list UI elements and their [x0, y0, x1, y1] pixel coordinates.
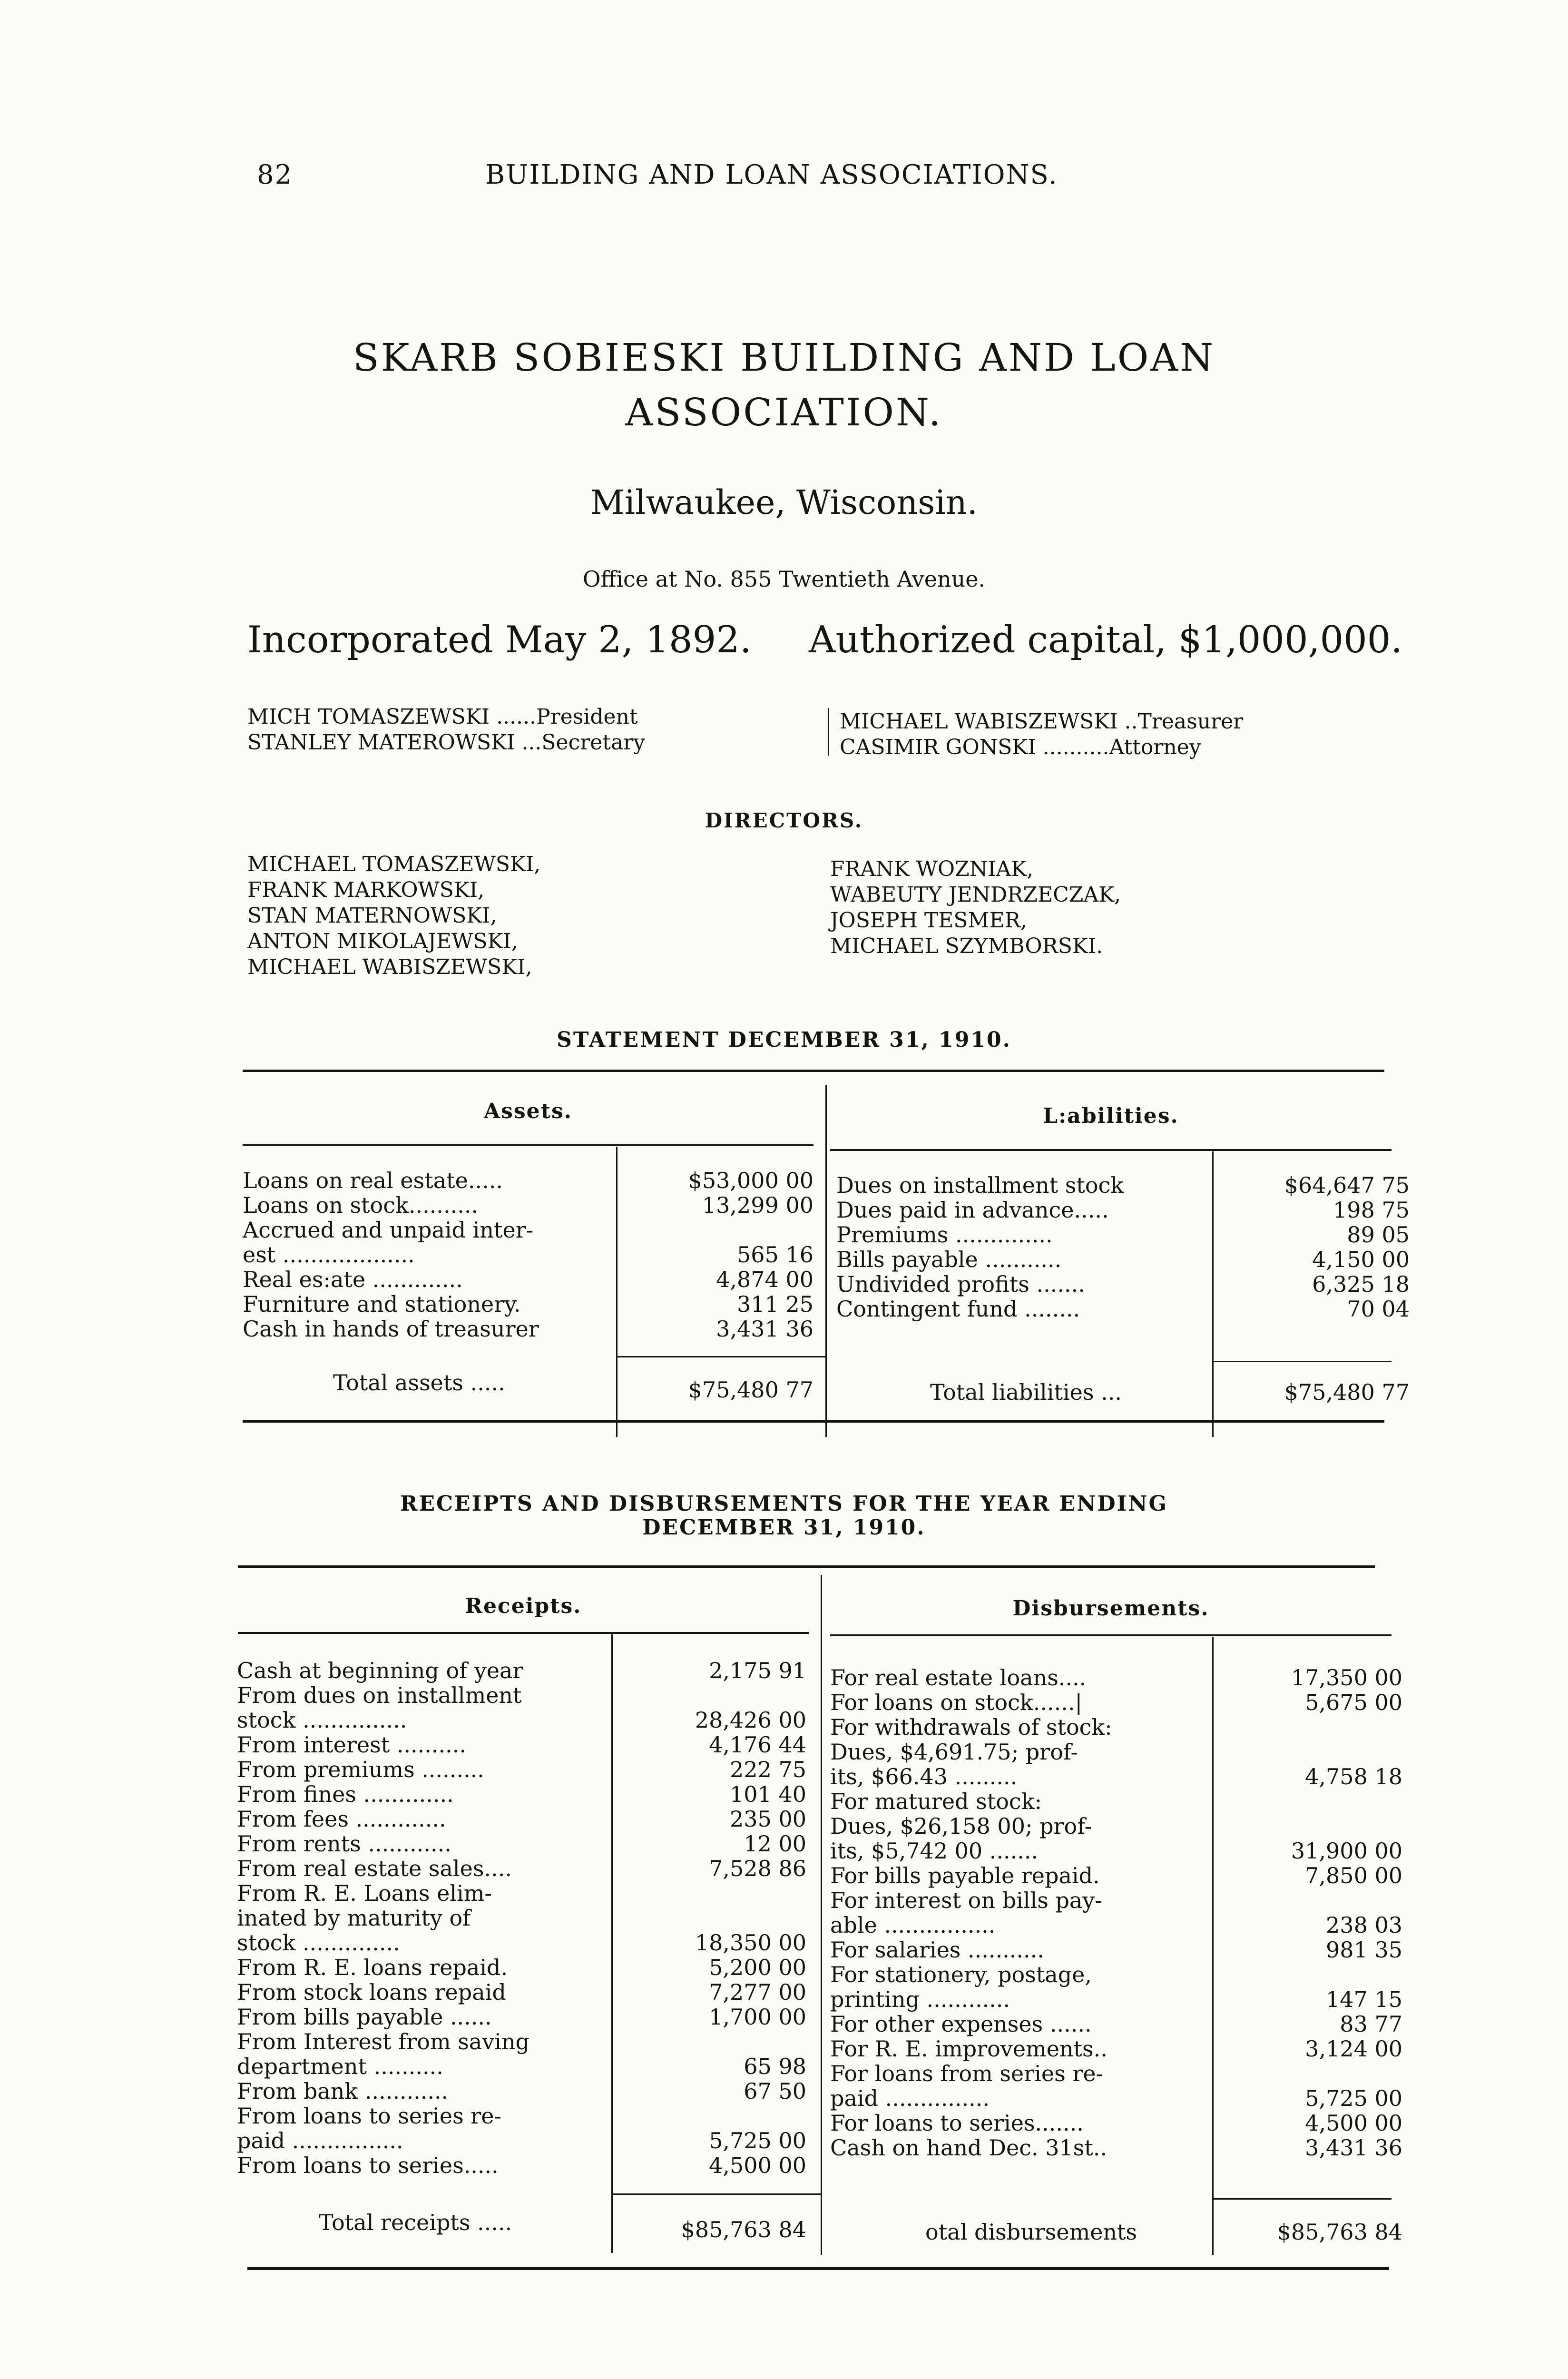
- receipt-row-label: From premiums .........: [237, 1757, 484, 1782]
- director-left-4: ANTON MIKOLAJEWSKI,: [247, 929, 518, 954]
- asset-row-label: Cash in hands of treasurer: [243, 1316, 539, 1342]
- asset-row-label: Furniture and stationery.: [243, 1291, 521, 1317]
- disbursement-row-amount: 83 77: [1340, 2011, 1402, 2037]
- total-disbursements-amount: $85,763 84: [1277, 2219, 1402, 2245]
- officer-secretary: STANLEY MATEROWSKI ...Secretary: [247, 730, 646, 755]
- liability-row-label: Premiums ..............: [836, 1222, 1053, 1248]
- disbursement-row-label: For salaries ...........: [830, 1937, 1044, 1963]
- receipt-row-label: From fines .............: [237, 1781, 454, 1807]
- liability-row-label: Contingent fund ........: [836, 1296, 1080, 1322]
- page-number: 82: [257, 159, 293, 190]
- location: Milwaukee, Wisconsin.: [590, 483, 978, 522]
- officers-divider: [828, 708, 829, 756]
- receipt-row-label: From R. E. loans repaid.: [237, 1955, 508, 1980]
- disbursements-col-heading: Disbursements.: [1012, 1596, 1209, 1621]
- receipt-row-label: paid ................: [237, 2128, 403, 2153]
- disbursement-row-amount: 5,725 00: [1305, 2085, 1402, 2111]
- receipt-row-label: From interest ..........: [237, 1732, 467, 1758]
- disbursement-row-amount: 3,431 36: [1305, 2135, 1402, 2161]
- director-right-1: FRANK WOZNIAK,: [830, 857, 1034, 881]
- receipt-row-amount: 4,500 00: [709, 2153, 806, 2178]
- receipt-row-amount: 12 00: [744, 1831, 806, 1857]
- total-liabilities-amount: $75,480 77: [1284, 1379, 1410, 1405]
- receipt-row-label: From bank ............: [237, 2078, 449, 2104]
- asset-row-label: Loans on real estate.....: [243, 1168, 503, 1193]
- running-title: BUILDING AND LOAN ASSOCIATIONS.: [485, 159, 1058, 190]
- receipt-row-label: department ..........: [237, 2054, 443, 2079]
- receipt-row-label: stock ..............: [237, 1930, 400, 1956]
- receipts-center-rule: [821, 1575, 822, 2255]
- authorized-capital: Authorized capital, $1,000,000.: [809, 619, 1403, 661]
- receipt-row-amount: 222 75: [730, 1757, 806, 1782]
- disbursements-header-rule: [830, 1634, 1392, 1636]
- liability-row-label: Dues on installment stock: [836, 1172, 1124, 1198]
- receipt-row-label: From Interest from saving: [237, 2029, 530, 2055]
- disbursement-row-amount: 147 15: [1326, 1986, 1402, 2012]
- asset-row-label: est ...................: [243, 1242, 415, 1268]
- statement-top-rule: [243, 1070, 1384, 1072]
- liabilities-header-rule: [830, 1149, 1392, 1151]
- receipts-bottom-rule: [247, 2267, 1389, 2270]
- receipt-row-amount: 101 40: [730, 1781, 806, 1807]
- disbursement-row-amount: 4,758 18: [1305, 1764, 1402, 1789]
- receipt-row-label: inated by maturity of: [237, 1905, 471, 1931]
- receipt-row-amount: 2,175 91: [709, 1658, 806, 1683]
- receipt-row-amount: 65 98: [744, 2054, 806, 2079]
- receipt-row-label: From dues on installment: [237, 1682, 522, 1708]
- receipt-row-label: stock ...............: [237, 1707, 407, 1733]
- asset-row-label: Loans on stock..........: [243, 1192, 479, 1218]
- asset-row-label: Real es:ate .............: [243, 1267, 463, 1292]
- asset-row-amount: 565 16: [737, 1242, 813, 1268]
- disbursement-row-label: its, $66.43 .........: [830, 1764, 1018, 1789]
- officer-attorney: CASIMIR GONSKI ..........Attorney: [840, 735, 1201, 759]
- incorporated-date: Incorporated May 2, 1892.: [247, 619, 752, 661]
- disbursement-row-label: For withdrawals of stock:: [830, 1714, 1112, 1740]
- total-liabilities-label: Total liabilities ...: [930, 1379, 1122, 1405]
- disbursement-row-label: able ................: [830, 1912, 996, 1938]
- receipts-col-heading: Receipts.: [465, 1594, 582, 1618]
- asset-row-amount: $53,000 00: [688, 1168, 813, 1193]
- asset-row-amount: 4,874 00: [716, 1267, 813, 1292]
- officer-treasurer: MICHAEL WABISZEWSKI ..Treasurer: [840, 709, 1244, 734]
- assets-heading: Assets.: [483, 1099, 573, 1123]
- receipt-row-amount: 18,350 00: [695, 1930, 806, 1956]
- receipt-row-label: From stock loans repaid: [237, 1979, 506, 2005]
- liabilities-sum-rule: [1212, 1361, 1392, 1362]
- receipt-row-amount: 1,700 00: [709, 2004, 806, 2030]
- receipt-row-label: From loans to series re-: [237, 2103, 502, 2129]
- receipt-row-amount: 4,176 44: [709, 1732, 806, 1758]
- director-right-4: MICHAEL SZYMBORSKI.: [830, 934, 1103, 958]
- total-receipts-label: Total receipts .....: [319, 2210, 512, 2235]
- disbursement-row-label: For loans on stock......|: [830, 1690, 1082, 1715]
- disbursement-row-label: For matured stock:: [830, 1789, 1042, 1814]
- receipt-row-amount: 235 00: [730, 1806, 806, 1832]
- director-left-3: STAN MATERNOWSKI,: [247, 904, 497, 928]
- receipts-header-rule: [238, 1632, 809, 1634]
- liability-row-label: Bills payable ...........: [836, 1247, 1062, 1272]
- liabilities-heading: L:abilities.: [1043, 1104, 1179, 1128]
- total-receipts-amount: $85,763 84: [681, 2217, 806, 2242]
- asset-row-label: Accrued and unpaid inter-: [243, 1217, 534, 1243]
- receipt-row-label: From R. E. Loans elim-: [237, 1880, 492, 1906]
- receipt-row-label: From bills payable ......: [237, 2004, 492, 2030]
- receipts-sum-rule: [611, 2193, 821, 2195]
- association-name-line2: ASSOCIATION.: [625, 390, 943, 434]
- liability-row-amount: 198 75: [1333, 1197, 1410, 1223]
- director-left-1: MICHAEL TOMASZEWSKI,: [247, 852, 541, 876]
- receipts-heading-line2: DECEMBER 31, 1910.: [642, 1515, 926, 1540]
- receipt-row-amount: 5,200 00: [709, 1955, 806, 1980]
- liability-row-label: Undivided profits .......: [836, 1271, 1085, 1297]
- disbursement-row-label: paid ...............: [830, 2085, 990, 2111]
- receipt-row-amount: 67 50: [744, 2078, 806, 2104]
- disbursement-row-label: Dues, $26,158 00; prof-: [830, 1813, 1092, 1839]
- disbursement-row-amount: 7,850 00: [1305, 1863, 1402, 1888]
- receipt-row-amount: 7,528 86: [709, 1856, 806, 1881]
- disbursement-row-label: its, $5,742 00 .......: [830, 1838, 1039, 1864]
- disbursement-row-label: For R. E. improvements..: [830, 2036, 1107, 2062]
- receipt-row-amount: 5,725 00: [709, 2128, 806, 2153]
- receipt-row-label: Cash at beginning of year: [237, 1658, 523, 1683]
- director-right-2: WABEUTY JENDRZECZAK,: [830, 883, 1121, 907]
- disbursement-row-amount: 17,350 00: [1291, 1665, 1402, 1691]
- statement-heading: STATEMENT DECEMBER 31, 1910.: [557, 1028, 1011, 1052]
- disbursement-row-label: For real estate loans....: [830, 1665, 1087, 1691]
- receipt-row-label: From fees .............: [237, 1806, 446, 1832]
- liability-row-amount: 4,150 00: [1312, 1247, 1410, 1272]
- liability-row-amount: 70 04: [1347, 1296, 1410, 1322]
- receipt-row-amount: 28,426 00: [695, 1707, 806, 1733]
- director-right-3: JOSEPH TESMER,: [830, 908, 1027, 933]
- disbursement-row-amount: 4,500 00: [1305, 2110, 1402, 2136]
- total-assets-amount: $75,480 77: [688, 1377, 813, 1403]
- disbursement-row-label: For bills payable repaid.: [830, 1863, 1100, 1888]
- director-left-2: FRANK MARKOWSKI,: [247, 878, 485, 902]
- assets-sum-rule: [616, 1356, 825, 1357]
- disbursement-row-label: Dues, $4,691.75; prof-: [830, 1739, 1078, 1765]
- receipt-row-label: From real estate sales....: [237, 1856, 512, 1881]
- disbursement-row-amount: 5,675 00: [1305, 1690, 1402, 1715]
- asset-row-amount: 3,431 36: [716, 1316, 813, 1342]
- disbursement-row-label: For interest on bills pay-: [830, 1887, 1102, 1913]
- receipt-row-label: From rents ............: [237, 1831, 451, 1857]
- receipt-row-amount: 7,277 00: [709, 1979, 806, 2005]
- statement-bottom-rule: [243, 1420, 1384, 1423]
- assets-header-rule: [243, 1144, 813, 1146]
- liability-row-amount: $64,647 75: [1284, 1172, 1410, 1198]
- disbursement-row-label: Cash on hand Dec. 31st..: [830, 2135, 1107, 2161]
- disbursement-row-label: For stationery, postage,: [830, 1962, 1092, 1987]
- total-assets-label: Total assets .....: [333, 1370, 505, 1396]
- total-disbursements-label: otal disbursements: [925, 2219, 1137, 2245]
- asset-row-amount: 13,299 00: [702, 1192, 813, 1218]
- disbursements-sum-rule: [1212, 2198, 1392, 2200]
- asset-row-amount: 311 25: [737, 1291, 813, 1317]
- disbursement-row-label: For loans from series re-: [830, 2061, 1104, 2086]
- disbursement-row-label: printing ............: [830, 1986, 1010, 2012]
- disbursement-row-amount: 31,900 00: [1291, 1838, 1402, 1864]
- disbursement-row-amount: 981 35: [1326, 1937, 1402, 1963]
- disbursement-row-amount: 3,124 00: [1305, 2036, 1402, 2062]
- directors-heading: DIRECTORS.: [705, 809, 863, 832]
- liability-row-amount: 6,325 18: [1312, 1271, 1410, 1297]
- receipts-top-rule: [238, 1565, 1375, 1568]
- officer-president: MICH TOMASZEWSKI ......President: [247, 705, 638, 729]
- receipts-heading-line1: RECEIPTS AND DISBURSEMENTS FOR THE YEAR ENDING: [400, 1492, 1168, 1516]
- director-left-5: MICHAEL WABISZEWSKI,: [247, 955, 532, 979]
- disbursement-row-amount: 238 03: [1326, 1912, 1402, 1938]
- receipt-row-label: From loans to series.....: [237, 2153, 499, 2178]
- disbursement-row-label: For loans to series.......: [830, 2110, 1084, 2136]
- association-name-line1: SKARB SOBIESKI BUILDING AND LOAN: [353, 335, 1215, 380]
- office-address: Office at No. 855 Twentieth Avenue.: [582, 566, 986, 592]
- statement-center-rule: [825, 1085, 827, 1437]
- liability-row-label: Dues paid in advance.....: [836, 1197, 1109, 1223]
- disbursement-row-label: For other expenses ......: [830, 2011, 1092, 2037]
- liability-row-amount: 89 05: [1347, 1222, 1410, 1248]
